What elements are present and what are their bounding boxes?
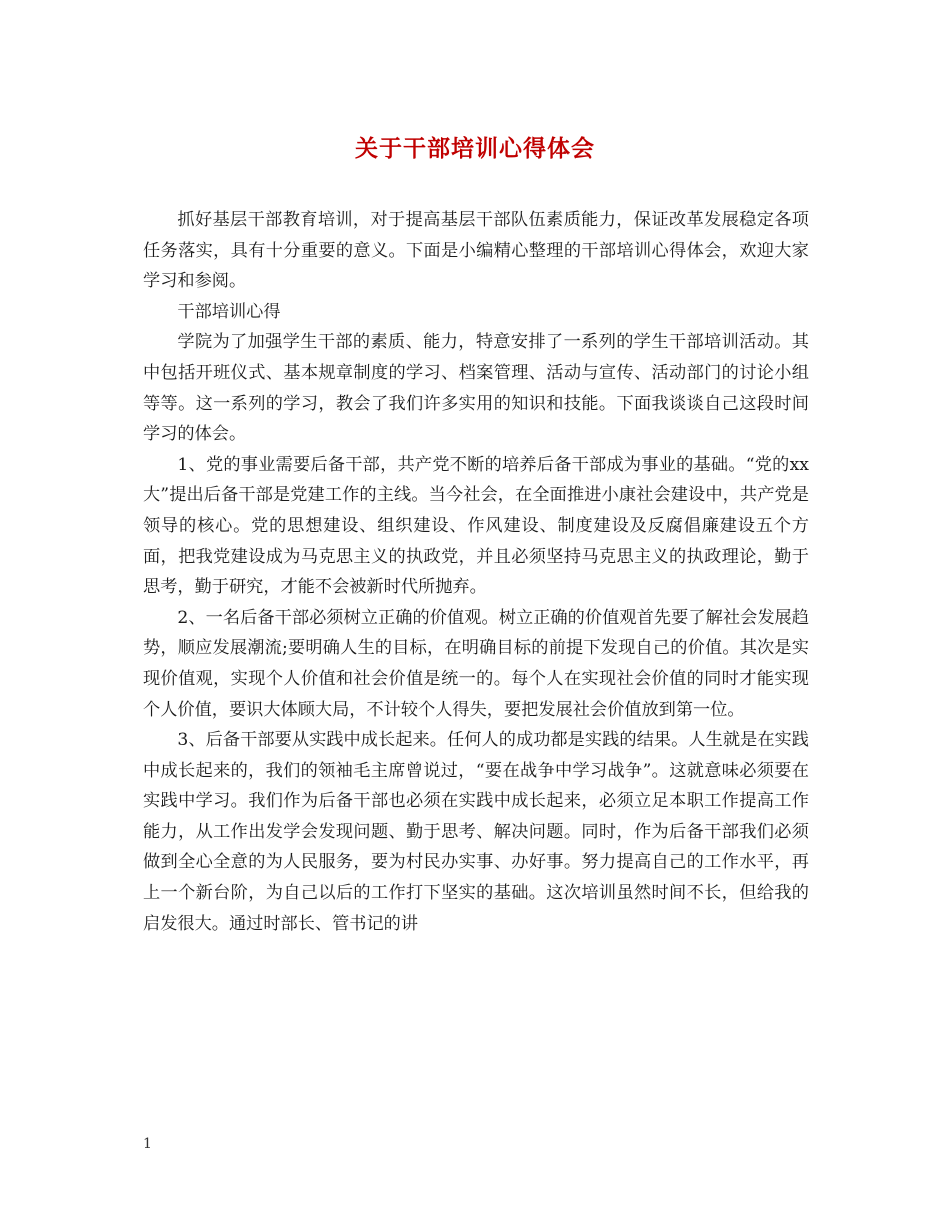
section-heading: 干部培训心得 — [177, 301, 281, 322]
document-body — [143, 205, 809, 939]
intro-paragraph: 抓好基层干部教育培训，对于提高基层干部队伍素质能力，保证改革发展稳定各项任务落实，具有十分重要的意义。下面是小编精心整理的干部培训心得体会，欢迎大家学习和参阅。 — [143, 210, 809, 292]
page-number: 1 — [143, 1136, 152, 1152]
body-paragraph: 2、一名后备干部必须树立正确的价值观。树立正确的价值观首先要了解社会发展趋势，顺应发展潮流;要明确人生的目标，在明确目标的前提下发现自己的价值。其次是实现价值观，实现个人价值和社会价值是统一的。每个人在实现社会价值的同时才能实现个人价值，要识大体顾大局，不计较个人得失，要把发展社会价值放到第一位。 — [143, 607, 809, 720]
body-paragraph: 学院为了加强学生干部的素质、能力，特意安排了一系列的学生干部培训活动。其中包括开班仪式、基本规章制度的学习、档案管理、活动与宣传、活动部门的讨论小组等等。这一系列的学习，教会了我们许多实用的知识和技能。下面我谈谈自己这段时间学习的体会。 — [143, 332, 809, 445]
body-paragraph: 3、后备干部要从实践中成长起来。任何人的成功都是实践的结果。人生就是在实践中成长起来的，我们的领袖毛主席曾说过，“要在战争中学习战争”。这就意味必须要在实践中学习。我们作为后备干部也必须在实践中成长起来，必须立足本职工作提高工作能力，从工作出发学会发现问题、勤于思考、解决问题。同时，作为后备干部我们必须做到全心全意的为人民服务，要为村民办实事、办好事。努力提高自己的工作水平，再上一个新台阶，为自己以后的工作打下坚实的基础。这次培训虽然时间不长，但给我的启发很大。通过时部长、管书记的讲 — [143, 730, 809, 934]
document-title: 关于干部培训心得体会 — [355, 135, 595, 162]
body-paragraph: 1、党的事业需要后备干部，共产党不断的培养后备干部成为事业的基础。“党的xx大”提出后备干部是党建工作的主线。当今社会，在全面推进小康社会建设中，共产党是领导的核心。党的思想建设、组织建设、作风建设、制度建设及反腐倡廉建设五个方面，把我党建设成为马克思主义的执政党，并且必须坚持马克思主义的执政理论，勤于思考，勤于研究，才能不会被新时代所抛弃。 — [143, 454, 809, 598]
